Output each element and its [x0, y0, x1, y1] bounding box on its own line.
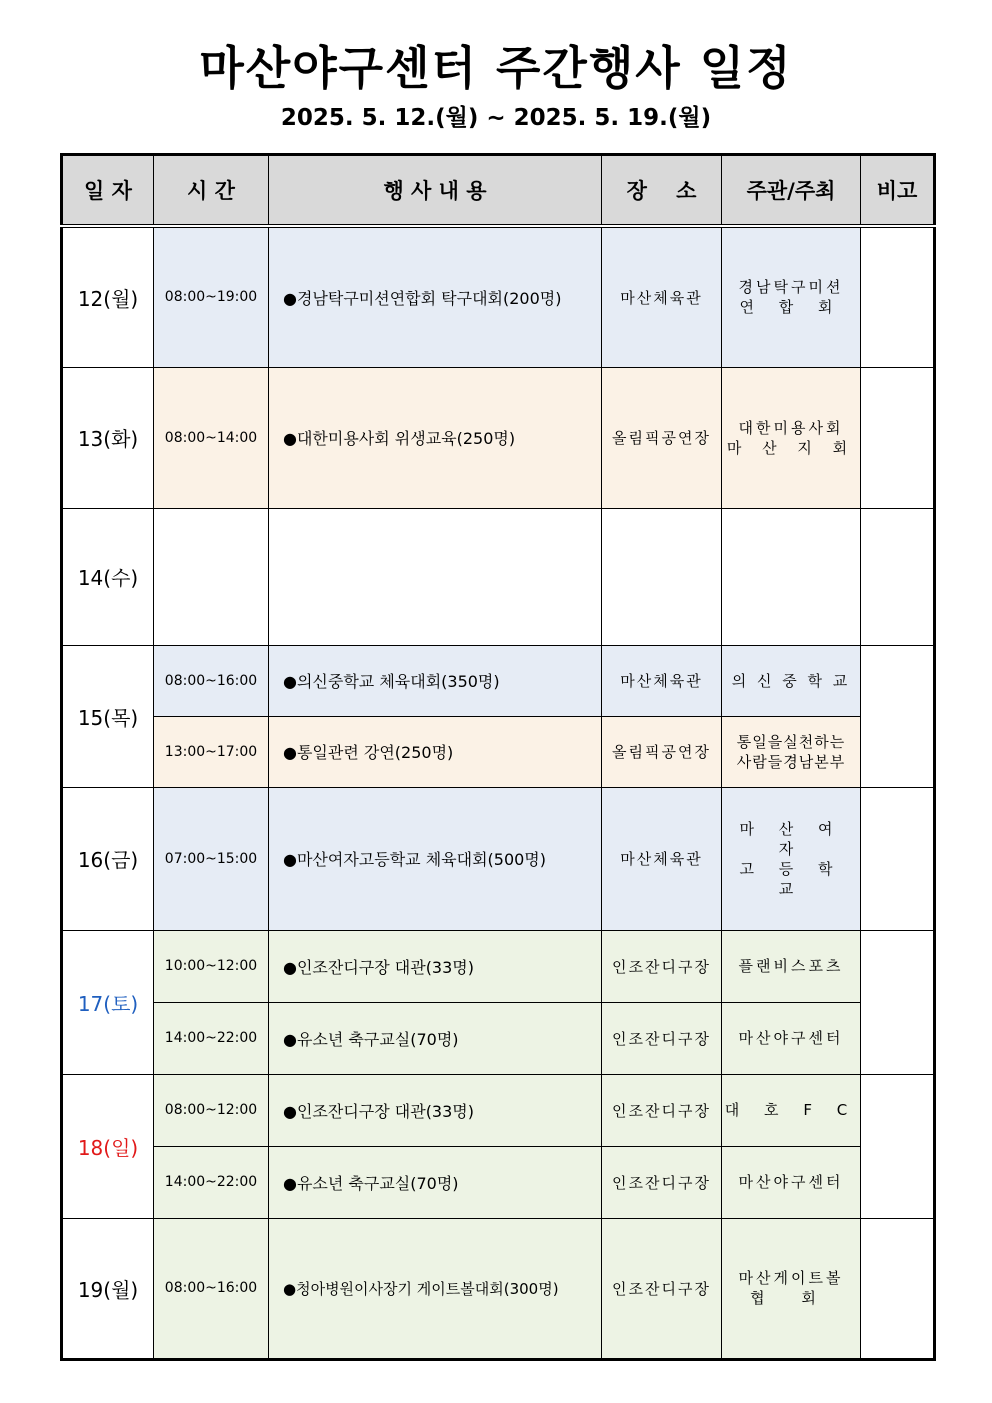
host-line: 연 합 회: [739, 298, 843, 317]
host-line: 마산게이트볼: [738, 1269, 844, 1287]
host-cell: 의 신 중 학 교: [722, 645, 861, 716]
place-cell: 인조잔디구장: [602, 1002, 722, 1074]
event-cell: ●의신중학교 체육대회(350명): [269, 645, 602, 716]
event-cell: ●경남탁구미션연합회 탁구대회(200명): [269, 226, 602, 367]
host-cell: 플랜비스포츠: [722, 930, 861, 1002]
host-cell: [722, 226, 861, 367]
table-row: [62, 508, 935, 645]
event-cell: ●통일관련 강연(250명): [269, 716, 602, 787]
header-row: [62, 155, 935, 227]
host-cell: 마산야구센터: [722, 1146, 861, 1218]
event-cell: [269, 508, 602, 645]
table-row: [62, 1074, 935, 1146]
time-cell: 08:00~12:00: [154, 1074, 269, 1146]
place-cell: 마산체육관: [602, 645, 722, 716]
note-cell: [861, 1218, 935, 1359]
page-title: 마산야구센터 주간행사 일정: [199, 41, 793, 95]
host-cell: [722, 716, 861, 787]
schedule-table: [60, 153, 936, 1361]
note-cell: [861, 367, 935, 508]
time-cell: 13:00~17:00: [154, 716, 269, 787]
host-line: 통일을실천하는: [736, 732, 846, 751]
header-event: 행 사 내 용: [269, 155, 602, 227]
time-cell: 08:00~14:00: [154, 367, 269, 508]
header-date: 일 자: [62, 155, 154, 227]
time-cell: 08:00~19:00: [154, 226, 269, 367]
event-cell: ●청아병원이사장기 게이트볼대회(300명): [269, 1218, 602, 1359]
event-cell: ●인조잔디구장 대관(33명): [269, 930, 602, 1002]
table-row: [62, 1146, 935, 1218]
event-cell: ●유소년 축구교실(70명): [269, 1002, 602, 1074]
date-cell: 16(금): [62, 787, 154, 930]
date-cell: 14(수): [62, 508, 154, 645]
host-cell: [722, 508, 861, 645]
host-line: 마 산 지 회: [726, 438, 856, 457]
host-line: 고 등 학 교: [739, 859, 843, 898]
note-cell: [861, 1074, 935, 1218]
place-cell: [602, 508, 722, 645]
table-row: [62, 367, 935, 508]
time-cell: 14:00~22:00: [154, 1146, 269, 1218]
place-cell: 인조잔디구장: [602, 1218, 722, 1359]
host-cell: [722, 1218, 861, 1359]
header-note: 비고: [861, 155, 935, 227]
table-row: [62, 1002, 935, 1074]
host-cell: 대 호 F C: [722, 1074, 861, 1146]
date-cell: 15(목): [62, 645, 154, 787]
date-range: 2025. 5. 12.(월) ~ 2025. 5. 19.(월): [280, 105, 712, 131]
header-place: 장 소: [602, 155, 722, 227]
host-cell: 마산야구센터: [722, 1002, 861, 1074]
place-cell: 올림픽공연장: [602, 367, 722, 508]
table-row: [62, 787, 935, 930]
table-row: [62, 645, 935, 716]
table-row: [62, 1218, 935, 1359]
event-cell: ●마산여자고등학교 체육대회(500명): [269, 787, 602, 930]
host-cell: [722, 367, 861, 508]
date-cell: 12(월): [62, 226, 154, 367]
host-line: 사람들경남본부: [736, 752, 846, 771]
note-cell: [861, 645, 935, 787]
time-cell: 10:00~12:00: [154, 930, 269, 1002]
time-cell: 08:00~16:00: [154, 645, 269, 716]
note-cell: [861, 226, 935, 367]
host-line: 경남탁구미션: [738, 278, 844, 297]
place-cell: 마산체육관: [602, 226, 722, 367]
note-cell: [861, 787, 935, 930]
date-cell: 13(화): [62, 367, 154, 508]
host-line: 협 회: [750, 1289, 832, 1307]
note-cell: [861, 508, 935, 645]
host-cell: [722, 787, 861, 930]
table-row: [62, 716, 935, 787]
event-cell: ●대한미용사회 위생교육(250명): [269, 367, 602, 508]
place-cell: 마산체육관: [602, 787, 722, 930]
place-cell: 인조잔디구장: [602, 930, 722, 1002]
place-cell: 인조잔디구장: [602, 1146, 722, 1218]
header-time: 시 간: [154, 155, 269, 227]
table-row: [62, 226, 935, 367]
time-cell: 07:00~15:00: [154, 787, 269, 930]
date-cell: 18(일): [62, 1074, 154, 1218]
header-host: 주관/주최: [722, 155, 861, 227]
note-cell: [861, 930, 935, 1074]
event-cell: ●유소년 축구교실(70명): [269, 1146, 602, 1218]
time-cell: 14:00~22:00: [154, 1002, 269, 1074]
place-cell: 인조잔디구장: [602, 1074, 722, 1146]
date-cell: 19(월): [62, 1218, 154, 1359]
place-cell: 올림픽공연장: [602, 716, 722, 787]
time-cell: 08:00~16:00: [154, 1218, 269, 1359]
event-cell: ●인조잔디구장 대관(33명): [269, 1074, 602, 1146]
table-row: [62, 930, 935, 1002]
host-line: 대한미용사회: [738, 418, 844, 437]
host-line: 마 산 여 자: [739, 819, 843, 858]
date-cell: 17(토): [62, 930, 154, 1074]
time-cell: [154, 508, 269, 645]
